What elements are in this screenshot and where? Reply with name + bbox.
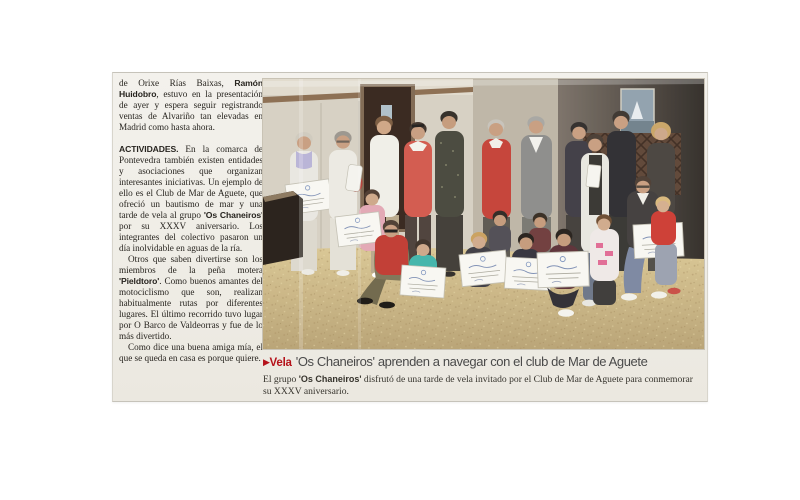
caption-arrow-icon: ▶: [263, 357, 270, 367]
article-column: de Orixe Rías Baixas, Ramón Huidobro, estuvo en la presentación de ayer y espera seguir registrando ventas de Alvariño tan elevadas en Madrid como hasta ahora. ACTIVIDADES. En la comarca de Pontevedra también existen entidades y asociaciones que organizan interesantes iniciativas. Un ejemplo de ello es el Club de Mar de Aguete, que ofreció un bautismo de mar y una tarde de vela al grupo 'Os Chaneiros' por su XXXV aniversario. Los integrantes del colectivo pasaron un día inolvidable en aguas de la ría. Otros que saben divertirse son los miembros de la peña motera 'Pieldtoro'. Como buenos amantes del motociclismo que son, realizan habitualmente rutas por diferentes lugares. El último recorrido tuvo lugar por O Barco de Valdeorras y fue de lo más divertido. Como dice una buena amiga mía, el que se queda en casa es porque quiere.: [119, 78, 263, 363]
newspaper-clipping: [112, 72, 708, 402]
article-photo: [263, 79, 704, 349]
group-photo-illustration: [263, 79, 704, 349]
scan-creases: [263, 79, 704, 349]
photo-caption: [263, 354, 699, 398]
caption-headline: 'Os Chaneiros' aprenden a navegar con el club de Mar de Aguete: [295, 354, 648, 369]
caption-headline-row: [263, 354, 699, 371]
caption-body: El grupo 'Os Chaneiros' disfrutó de una tarde de vela invitado por el Club de Mar de Aguete para conmemorar su XXXV aniversario.: [263, 374, 693, 397]
caption-kicker: Vela: [269, 357, 292, 369]
